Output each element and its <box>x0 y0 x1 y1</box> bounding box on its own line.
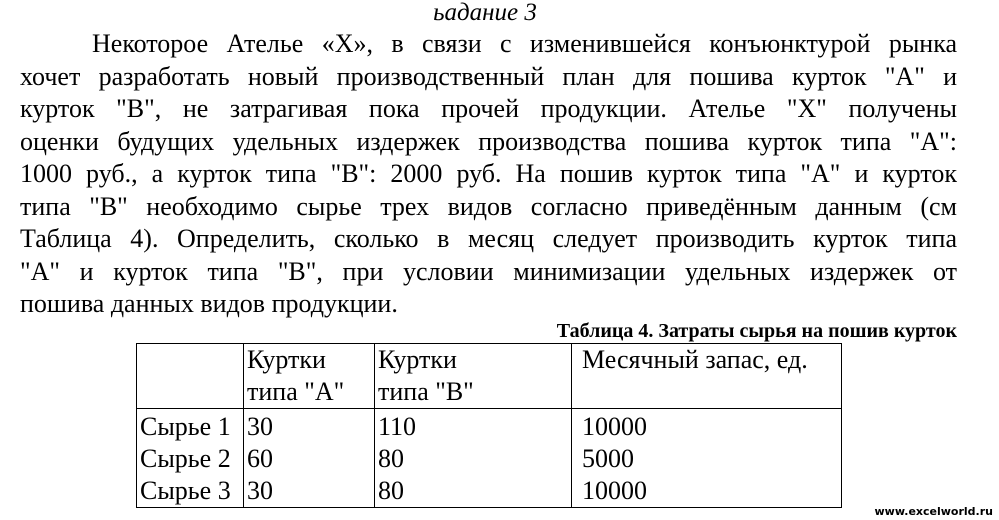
table-body-row <box>137 409 842 508</box>
jacket-b-values-cell <box>375 409 572 508</box>
material-names-cell <box>137 409 244 508</box>
monthly-stock-values-cell <box>572 409 842 508</box>
header-cell-jacket-b <box>375 344 572 409</box>
table-value: 60 <box>247 444 273 473</box>
material-name: Сырье 3 <box>140 476 231 505</box>
header-text-line: Куртки <box>378 345 457 374</box>
task-text-line: оценки будущих удельных издержек производства пошива курток типа "А": <box>20 126 957 156</box>
jacket-a-values-cell <box>244 409 375 508</box>
header-cell-monthly-stock: Месячный запас, ед. <box>572 344 842 409</box>
header-text-line: типа "А" <box>247 377 345 406</box>
raw-materials-table <box>136 343 842 508</box>
task-text-line: пошива данных видов продукции. <box>20 289 398 318</box>
watermark: www.excelworld.ru <box>874 505 993 518</box>
task-title: ьадание 3 <box>433 0 537 26</box>
task-text-line: типа "В" необходимо сырье трех видов согласно приведённым данным (см <box>20 191 957 221</box>
table-caption: Таблица 4. Затраты сырья на пошив курток <box>556 320 957 342</box>
header-text-line: типа "В" <box>378 377 474 406</box>
table-value: 10000 <box>582 476 647 505</box>
material-name: Сырье 2 <box>140 444 231 473</box>
task-text-line: Некоторое Ателье «Х», в связи с изменившейся конъюнктурой рынка <box>92 29 957 58</box>
table-value: 5000 <box>582 444 634 473</box>
task-text-line: "А" и курток типа "В", при условии минимизации удельных издержек от <box>20 256 957 286</box>
header-text-line: Куртки <box>247 345 326 374</box>
task-text-line: 1000 руб., а курток типа "В": 2000 руб. На пошив курток типа "А" и курток <box>20 159 957 188</box>
task-text-line: курток "В", не затрагивая пока прочей продукции. Ателье "Х" получены <box>20 94 957 123</box>
table-value: 80 <box>378 444 404 473</box>
task-text <box>20 28 957 321</box>
header-cell-jacket-a <box>244 344 375 409</box>
table-value: 30 <box>247 476 273 505</box>
task-text-line: хочет разработать новый производственный план для пошива курток "А" и <box>20 61 957 91</box>
header-cell-empty <box>137 344 244 409</box>
material-name: Сырье 1 <box>140 412 231 441</box>
table-value: 110 <box>378 412 417 441</box>
table-value: 80 <box>378 476 404 505</box>
table-value: 10000 <box>582 412 647 441</box>
table-value: 30 <box>247 412 273 441</box>
task-text-line: Таблица 4). Определить, сколько в месяц следует производить курток типа <box>20 224 957 253</box>
table-header-row <box>137 344 842 409</box>
